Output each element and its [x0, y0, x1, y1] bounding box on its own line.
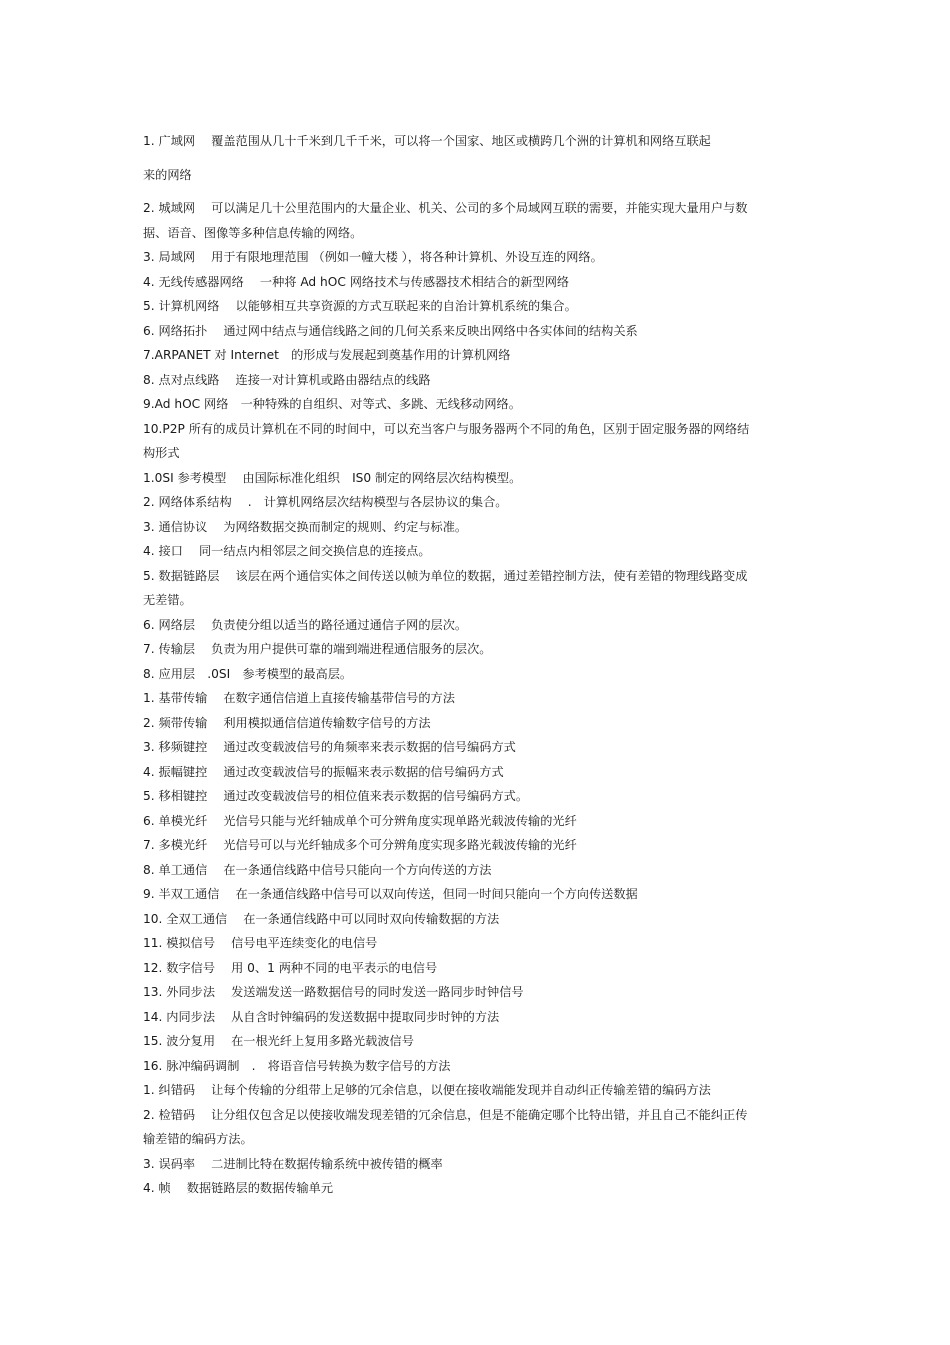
term-baseband: 1. 基带传输 在数字通信信道上直接传输基带信号的方法 — [143, 691, 455, 705]
term-fsk: 3. 移频键控 通过改变载波信号的角频率来表示数据的信号编码方式 — [143, 740, 516, 754]
term-analog-signal: 11. 模拟信号 信号电平连续变化的电信号 — [143, 936, 378, 950]
term-interface: 4. 接口 同一结点内相邻层之间交换信息的连接点。 — [143, 544, 431, 558]
term-digital-signal: 12. 数字信号 用 0、1 两种不同的电平表示的电信号 — [143, 960, 438, 975]
term-arpanet: 7.ARPANET 对 Internet 的形成与发展起到奠基作用的计算机网络 — [143, 348, 511, 362]
term-simplex: 8. 单工通信 在一条通信线路中信号只能向一个方向传送的方法 — [143, 862, 492, 877]
document-body — [143, 129, 750, 1201]
term-transport-layer: 7. 传输层 负责为用户提供可靠的端到端进程通信服务的层次。 — [143, 642, 492, 656]
term-wan: 1. 广域网 覆盖范围从几十千米到几千千米，可以将一个国家、地区或横跨几个洲的计算机和网络互联起 — [143, 134, 711, 148]
term-multi-mode-fiber: 7. 多模光纤 光信号可以与光纤轴成多个可分辨角度实现多路光载波传输的光纤 — [143, 838, 577, 852]
term-bit-error-rate: 3. 误码率 二进制比特在数据传输系统中被传错的概率 — [143, 1156, 443, 1171]
term-wan-continued: 来的网络 — [143, 167, 192, 182]
term-internal-sync: 14. 内同步法 从自含时钟编码的发送数据中提取同步时钟的方法 — [143, 1009, 500, 1024]
term-single-mode-fiber: 6. 单模光纤 光信号只能与光纤轴成单个可分辨角度实现单路光载波传输的光纤 — [143, 813, 577, 828]
term-wsn: 4. 无线传感器网络 一种将 Ad hOC 网络技术与传感器技术相结合的新型网络 — [143, 274, 570, 289]
term-adhoc: 9.Ad hOC 网络 一种特殊的自组织、对等式、多跳、无线移动网络。 — [143, 397, 521, 411]
term-computer-network: 5. 计算机网络 以能够相互共享资源的方式互联起来的自治计算机系统的集合。 — [143, 299, 577, 313]
term-protocol: 3. 通信协议 为网络数据交换而制定的规则、约定与标准。 — [143, 519, 468, 534]
term-network-layer: 6. 网络层 负责使分组以适当的路径通过通信子网的层次。 — [143, 617, 468, 632]
term-pcm: 16. 脉冲编码调制 . 将语音信号转换为数字信号的方法 — [143, 1058, 451, 1073]
term-frame: 4. 帧 数据链路层的数据传输单元 — [143, 1181, 334, 1195]
term-full-duplex: 10. 全双工通信 在一条通信线路中可以同时双向传输数据的方法 — [143, 911, 500, 926]
term-p2p: 10.P2P 所有的成员计算机在不同的时间中，可以充当客户与服务器两个不同的角色，区别于固定服务器的网络结构形式 — [143, 421, 750, 460]
term-point-to-point: 8. 点对点线路 连接一对计算机或路由器结点的线路 — [143, 372, 431, 387]
term-topology: 6. 网络拓扑 通过网中结点与通信线路之间的几何关系来反映出网络中各实体间的结构关系 — [143, 323, 638, 338]
term-network-architecture: 2. 网络体系结构 . 计算机网络层次结构模型与各层协议的集合。 — [143, 495, 508, 509]
term-osi-model: 1.0SI 参考模型 由国际标准化组织 IS0 制定的网络层次结构模型。 — [143, 470, 522, 485]
term-error-detecting-code: 2. 检错码 让分组仅包含足以使接收端发现差错的冗余信息，但是不能确定哪个比特出错，并且自己不能纠正传输差错的编码方法。 — [143, 1107, 748, 1146]
term-wdm: 15. 波分复用 在一根光纤上复用多路光载波信号 — [143, 1034, 414, 1048]
term-broadband: 2. 频带传输 利用模拟通信信道传输数字信号的方法 — [143, 715, 431, 730]
term-man: 2. 城域网 可以满足几十公里范围内的大量企业、机关、公司的多个局域网互联的需要，并能实现大量用户与数据、语音、图像等多种信息传输的网络。 — [143, 201, 748, 240]
term-data-link-layer: 5. 数据链路层 该层在两个通信实体之间传送以帧为单位的数据，通过差错控制方法，使有差错的物理线路变成无差错。 — [143, 568, 748, 607]
term-psk: 5. 移相键控 通过改变载波信号的相位值来表示数据的信号编码方式。 — [143, 789, 529, 803]
term-lan: 3. 局域网 用于有限地理范围 （例如一幢大楼 ），将各种计算机、外设互连的网络。 — [143, 250, 603, 264]
term-application-layer: 8. 应用层 .0SI 参考模型的最高层。 — [143, 666, 353, 681]
term-error-correcting-code: 1. 纠错码 让每个传输的分组带上足够的冗余信息，以便在接收端能发现并自动纠正传输差错的编码方法 — [143, 1083, 711, 1097]
term-ask: 4. 振幅键控 通过改变载波信号的振幅来表示数据的信号编码方式 — [143, 764, 504, 779]
term-half-duplex: 9. 半双工通信 在一条通信线路中信号可以双向传送，但同一时间只能向一个方向传送数据 — [143, 887, 638, 901]
term-external-sync: 13. 外同步法 发送端发送一路数据信号的同时发送一路同步时钟信号 — [143, 985, 524, 999]
